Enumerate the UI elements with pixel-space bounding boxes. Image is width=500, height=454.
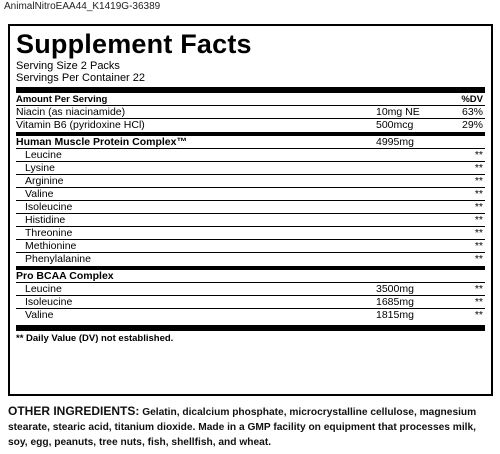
ingredient-row <box>16 214 485 227</box>
vitamin-name: Niacin (as niacinamide) <box>16 106 126 118</box>
vitamin-row <box>16 106 485 119</box>
column-header-row <box>16 93 485 106</box>
product-id: AnimalNitroEAA44_K1419G-36389 <box>4 1 161 12</box>
ingredient-row <box>16 149 485 162</box>
other-ingredients <box>8 404 496 450</box>
vitamin-amount: 500mcg <box>376 119 414 131</box>
ingredient-dv: ** <box>474 253 483 265</box>
ingredient-amount: 1815mg <box>376 309 414 321</box>
ingredient-name: Isoleucine <box>25 201 73 213</box>
ingredient-name: Leucine <box>25 283 62 295</box>
protein-complex-name: Human Muscle Protein Complex™ <box>16 136 187 148</box>
ingredient-name: Lysine <box>25 162 55 174</box>
divider-thick <box>16 325 485 331</box>
ingredient-name: Arginine <box>25 175 64 187</box>
ingredient-row <box>16 296 485 309</box>
ingredient-amount: 1685mg <box>376 296 414 308</box>
bcaa-complex-name: Pro BCAA Complex <box>16 270 114 282</box>
ingredient-dv: ** <box>474 149 483 161</box>
panel-title: Supplement Facts <box>16 29 252 59</box>
ingredient-row <box>16 162 485 175</box>
daily-value-footnote: ** Daily Value (DV) not established. <box>16 333 174 344</box>
ingredient-dv: ** <box>474 214 483 226</box>
ingredient-dv: ** <box>474 201 483 213</box>
vitamin-dv: 29% <box>461 119 483 131</box>
ingredient-dv: ** <box>474 240 483 252</box>
ingredient-row <box>16 240 485 253</box>
ingredient-row <box>16 309 485 322</box>
ingredient-dv: ** <box>474 162 483 174</box>
ingredient-dv: ** <box>474 227 483 239</box>
amount-per-serving-label: Amount Per Serving <box>16 94 108 105</box>
ingredient-name: Valine <box>25 309 54 321</box>
vitamin-name: Vitamin B6 (pyridoxine HCl) <box>16 119 145 131</box>
vitamin-amount: 10mg NE <box>376 106 420 118</box>
ingredient-row <box>16 175 485 188</box>
ingredient-row <box>16 283 485 296</box>
ingredient-name: Phenylalanine <box>25 253 91 265</box>
serving-size: Serving Size 2 Packs <box>16 60 120 72</box>
ingredient-row <box>16 227 485 240</box>
supplement-facts-panel <box>8 24 493 396</box>
ingredient-row <box>16 253 485 266</box>
protein-complex-amount: 4995mg <box>376 136 414 148</box>
other-ingredients-text: Gelatin, dicalcium phosphate, microcrystalline cellulose, magnesium stearate, stearic acid, titanium dioxide. Made in a GMP facility on equipment that processes milk, soy, egg, peanuts, tree nuts, fish, shellfish, and wheat. <box>8 407 477 448</box>
ingredient-dv: ** <box>474 296 483 308</box>
ingredient-row <box>16 188 485 201</box>
bcaa-complex-header <box>16 270 485 283</box>
dv-label: %DV <box>461 94 483 105</box>
ingredient-dv: ** <box>474 309 483 321</box>
ingredient-name: Threonine <box>25 227 73 239</box>
ingredient-name: Valine <box>25 188 54 200</box>
ingredient-name: Leucine <box>25 149 62 161</box>
ingredient-name: Isoleucine <box>25 296 73 308</box>
ingredient-name: Histidine <box>25 214 66 226</box>
vitamin-dv: 63% <box>461 106 483 118</box>
other-ingredients-label: OTHER INGREDIENTS: <box>8 404 140 418</box>
ingredient-dv: ** <box>474 283 483 295</box>
ingredient-name: Methionine <box>25 240 77 252</box>
ingredient-row <box>16 201 485 214</box>
ingredient-amount: 3500mg <box>376 283 414 295</box>
protein-complex-header <box>16 136 485 149</box>
ingredient-dv: ** <box>474 188 483 200</box>
servings-per-container: Servings Per Container 22 <box>16 72 146 84</box>
ingredient-dv: ** <box>474 175 483 187</box>
vitamin-row <box>16 119 485 132</box>
